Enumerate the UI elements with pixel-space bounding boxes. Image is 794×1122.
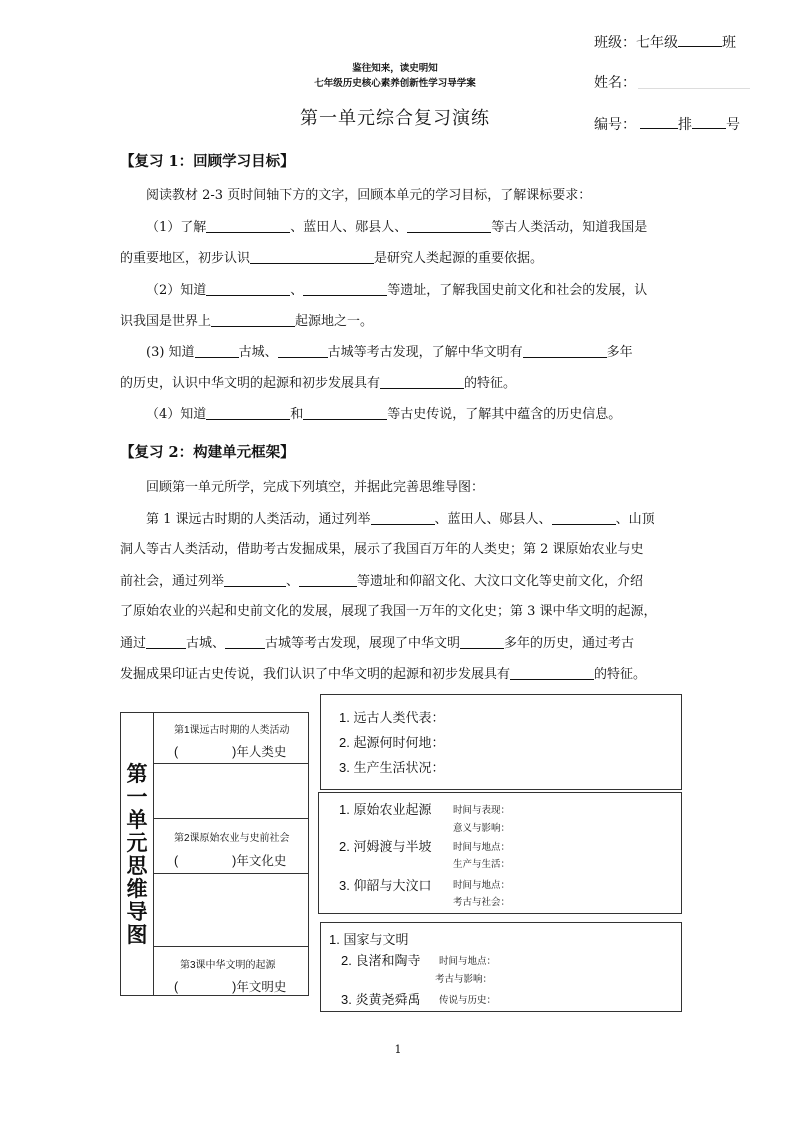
lesson-spacer-2 — [154, 874, 309, 946]
goal3-blank4[interactable] — [380, 376, 464, 389]
detail2-item3: 3. 仰韶与大汶口 — [339, 878, 432, 893]
detail2-note1b: 意义与影响： — [453, 823, 511, 834]
detail1-item2: 2. 起源何时何地： — [339, 735, 445, 750]
goal1-blank3[interactable] — [250, 251, 374, 264]
goal3-blank3[interactable] — [523, 345, 607, 358]
detail1-item1: 1. 远古人类代表： — [339, 710, 445, 725]
mindmap-title-box — [120, 712, 154, 996]
summary-line1: 第 1 课远古时期的人类活动，通过列举 、蓝田人、郧县人、 、山顶 — [146, 512, 655, 527]
detail2-note1a: 时间与表现： — [453, 805, 511, 816]
header-motto: 鉴往知来，读史明知 — [352, 63, 438, 74]
header-subtitle: 七年级历史核心素养创新性学习导学案 — [314, 78, 476, 89]
goal4-line: （4）知道 和 等古史传说，了解其中蕴含的历史信息。 — [146, 407, 622, 422]
goal1-blank1[interactable] — [206, 220, 290, 233]
goal2-blank2[interactable] — [303, 283, 387, 296]
name-blank[interactable] — [638, 88, 750, 89]
goal3-blank2[interactable] — [278, 345, 328, 358]
seat-label: 号 — [726, 117, 740, 133]
detail2-item2: 2. 河姆渡与半坡 — [339, 839, 432, 854]
goal2-line1: （2）知道 、 等遗址，了解我国史前文化和社会的发展，认 — [146, 283, 648, 298]
section2-intro: 回顾第一单元所学，完成下列填空，并据此完善思维导图： — [146, 480, 485, 495]
detail3-note3a: 传说与历史： — [439, 995, 497, 1006]
goal3-line1: (3) 知道 古城、 古城等考古发现，了解中华文明有 多年 — [146, 345, 633, 360]
summary-blank1[interactable] — [371, 512, 435, 525]
detail3-item1: 1. 国家与文明 — [329, 932, 409, 947]
goal4-blank1[interactable] — [206, 407, 290, 420]
row-blank[interactable] — [640, 115, 678, 129]
goal2-line2: 识我国是世界上 起源地之一。 — [120, 314, 374, 329]
lesson3-title: 第3课中华文明的起源 — [180, 960, 276, 971]
section2-heading: 【复习 2：构建单元框架】 — [120, 444, 295, 461]
summary-line3: 前社会，通过列举 、 等遗址和仰韶文化、大汶口文化等史前文化，介绍 — [120, 574, 644, 589]
summary-line5: 通过 古城、 古城等考古发现，展现了中华文明 多年的历史，通过考古 — [120, 636, 635, 651]
section1-heading: 【复习 1：回顾学习目标】 — [120, 153, 295, 170]
row-label: 排 — [678, 117, 692, 133]
lesson2-title: 第2课原始农业与史前社会 — [174, 833, 290, 844]
detail2-note3b: 考古与社会： — [453, 897, 511, 908]
lesson-spacer-1 — [154, 764, 309, 818]
summary-line2: 洞人等古人类活动，借助考古发掘成果，展示了我国百万年的人类史；第 2 课原始农业与史 — [120, 542, 644, 557]
detail3-note2b: 考古与影响： — [435, 974, 493, 985]
detail3-item2: 2. 良渚和陶寺 — [341, 953, 421, 968]
summary-blank3[interactable] — [224, 574, 286, 587]
lesson2-box — [153, 818, 309, 874]
lesson3-box — [153, 946, 309, 996]
detail3-item3: 3. 炎黄尧舜禹 — [341, 992, 421, 1007]
seat-blank[interactable] — [692, 115, 726, 129]
summary-blank8[interactable] — [510, 667, 594, 680]
goal2-blank1[interactable] — [206, 283, 290, 296]
page-number: 1 — [394, 1043, 402, 1056]
goal1-line2: 的重要地区，初步认识 是研究人类起源的重要依据。 — [120, 251, 544, 266]
summary-line6: 发掘成果印证古史传说，我们认识了中华文明的起源和初步发展具有 的特征。 — [120, 667, 647, 682]
detail-box-1 — [320, 694, 682, 790]
class-field — [594, 32, 736, 52]
lesson1-years: ( )年人类史 — [174, 745, 287, 759]
goal3-blank1[interactable] — [195, 345, 239, 358]
lesson2-years: ( )年文化史 — [174, 854, 287, 868]
detail3-note2a: 时间与地点： — [439, 956, 497, 967]
detail2-note2a: 时间与地点： — [453, 842, 511, 853]
lesson1-title: 第1课远古时期的人类活动 — [174, 725, 290, 736]
detail-box-3 — [320, 922, 682, 1012]
detail-box-2 — [318, 792, 682, 914]
summary-blank6[interactable] — [225, 636, 265, 649]
detail1-item3: 3. 生产生活状况： — [339, 760, 445, 775]
class-label: 班级：七年级 — [594, 35, 678, 51]
name-label: 姓名： — [594, 75, 636, 91]
detail2-note3a: 时间与地点： — [453, 880, 511, 891]
class-blank[interactable] — [678, 33, 722, 47]
page-title: 第一单元综合复习演练 — [300, 108, 490, 129]
lesson1-box — [153, 712, 309, 764]
goal2-blank3[interactable] — [211, 314, 295, 327]
detail2-note2b: 生产与生活： — [453, 859, 511, 870]
summary-blank2[interactable] — [552, 512, 616, 525]
goal3-line2: 的历史，认识中华文明的起源和初步发展具有 的特征。 — [120, 376, 517, 391]
detail2-item1: 1. 原始农业起源 — [339, 802, 432, 817]
summary-blank4[interactable] — [299, 574, 357, 587]
summary-line4: 了原始农业的兴起和史前文化的发展，展现了我国一万年的文化史；第 3 课中华文明的起源， — [120, 604, 657, 619]
lesson3-years: ( )年文明史 — [174, 980, 287, 994]
number-label: 编号： — [594, 117, 636, 133]
goal1-blank2[interactable] — [407, 220, 491, 233]
number-field — [594, 114, 740, 134]
summary-blank7[interactable] — [460, 636, 504, 649]
summary-blank5[interactable] — [146, 636, 186, 649]
class-suffix: 班 — [722, 35, 736, 51]
name-field — [594, 72, 636, 92]
goal1-line1: （1）了解 、蓝田人、郧县人、 等古人类活动，知道我国是 — [146, 220, 648, 235]
goal4-blank2[interactable] — [303, 407, 387, 420]
mindmap-title: 第 一 单 元 思 维 导 图 — [126, 762, 148, 947]
section1-intro: 阅读教材 2-3 页时间轴下方的文字，回顾本单元的学习目标，了解课标要求： — [146, 188, 592, 203]
